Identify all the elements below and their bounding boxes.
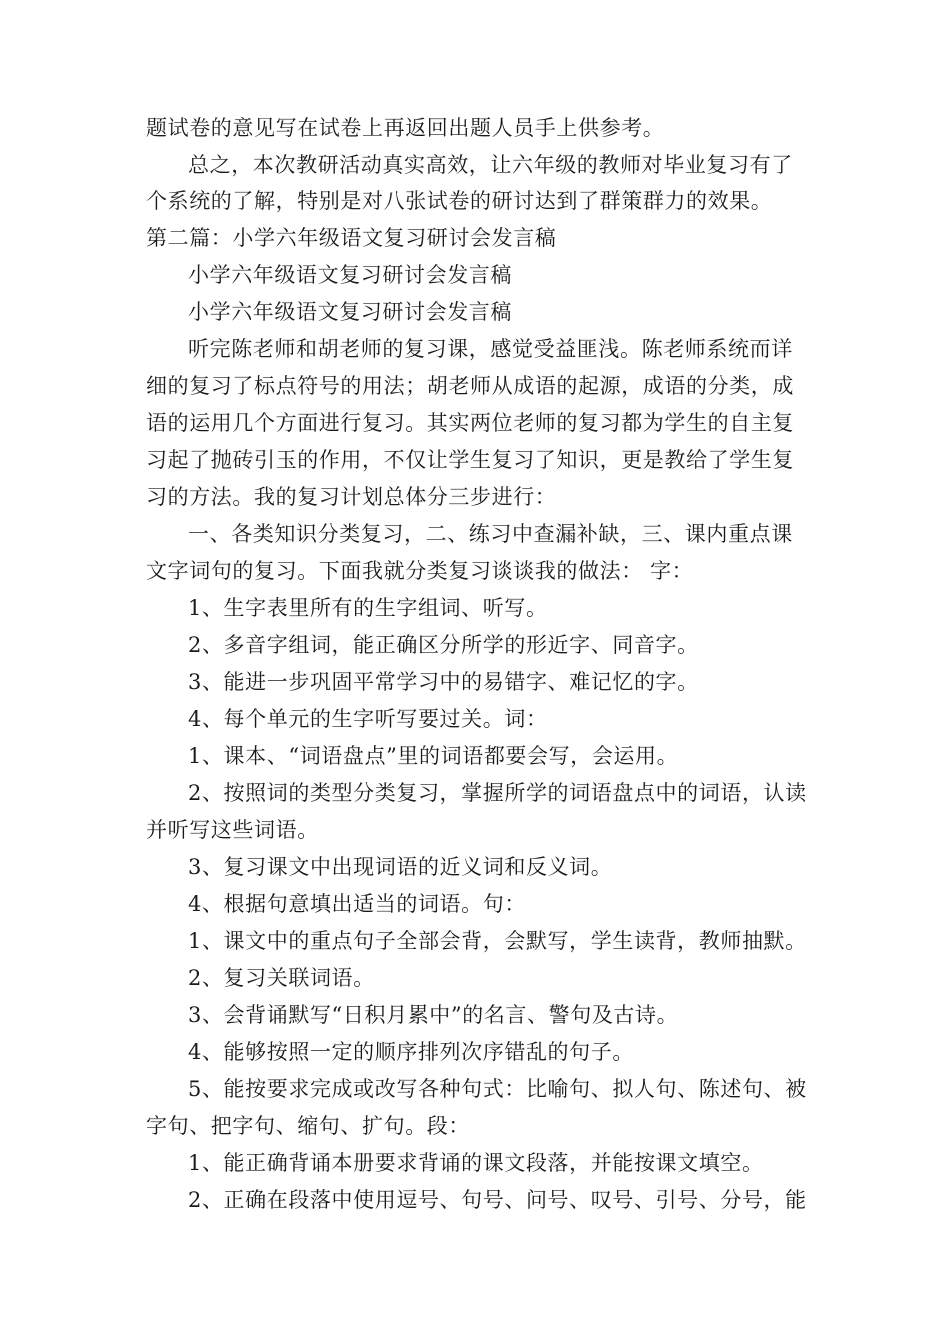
paragraph-line: 听完陈老师和胡老师的复习课，感觉受益匪浅。陈老师系统而详 [188, 337, 793, 361]
text-line: 题试卷的意见写在试卷上再返回出题人员手上供参考。 [146, 116, 665, 140]
section-heading: 第二篇：小学六年级语文复习研讨会发言稿 [146, 226, 557, 250]
list-item: 1、能正确背诵本册要求背诵的课文段落，并能按课文填空。 [188, 1151, 764, 1175]
list-item: 1、生字表里所有的生字组词、听写。 [188, 596, 548, 620]
text-line: 习的方法。我的复习计划总体分三步进行： [146, 485, 557, 509]
list-item: 3、能进一步巩固平常学习中的易错字、难记忆的字。 [188, 670, 699, 694]
text-line: 文字词句的复习。下面我就分类复习谈谈我的做法： 字： [146, 559, 694, 583]
list-item: 2、多音字组词，能正确区分所学的形近字、同音字。 [188, 633, 699, 657]
article-title: 小学六年级语文复习研讨会发言稿 [188, 263, 512, 287]
text-line: 习起了抛砖引玉的作用，不仅让学生复习了知识，更是教给了学生复 [146, 448, 794, 472]
list-item: 4、根据句意填出适当的词语。句： [188, 892, 526, 916]
text-line: 个系统的了解，特别是对八张试卷的研讨达到了群策群力的效果。 [146, 189, 773, 213]
list-item: 4、能够按照一定的顺序排列次序错乱的句子。 [188, 1040, 634, 1064]
list-item: 5、能按要求完成或改写各种句式：比喻句、拟人句、陈述句、被 [188, 1077, 807, 1101]
text-line: 细的复习了标点符号的用法；胡老师从成语的起源，成语的分类，成 [146, 374, 794, 398]
paragraph-line: 一、各类知识分类复习，二、练习中查漏补缺，三、课内重点课 [188, 522, 793, 546]
list-item: 1、课本、“词语盘点”里的词语都要会写，会运用。 [188, 744, 679, 768]
list-item: 2、正确在段落中使用逗号、句号、问号、叹号、引号、分号，能 [188, 1188, 807, 1212]
paragraph-line: 总之，本次教研活动真实高效，让六年级的教师对毕业复习有了 [188, 153, 793, 177]
text-line: 语的运用几个方面进行复习。其实两位老师的复习都为学生的自主复 [146, 411, 794, 435]
text-line: 字句、把字句、缩句、扩句。段： [146, 1114, 470, 1138]
text-line: 并听写这些词语。 [146, 818, 319, 842]
list-item: 3、复习课文中出现词语的近义词和反义词。 [188, 855, 613, 879]
list-item: 2、按照词的类型分类复习，掌握所学的词语盘点中的词语，认读 [188, 781, 807, 805]
list-item: 1、课文中的重点句子全部会背，会默写，学生读背，教师抽默。 [188, 929, 807, 953]
list-item: 3、会背诵默写“日积月累中”的名言、警句及古诗。 [188, 1003, 679, 1027]
list-item: 2、复习关联词语。 [188, 966, 375, 990]
list-item: 4、每个单元的生字听写要过关。词： [188, 707, 548, 731]
article-title: 小学六年级语文复习研讨会发言稿 [188, 300, 512, 324]
